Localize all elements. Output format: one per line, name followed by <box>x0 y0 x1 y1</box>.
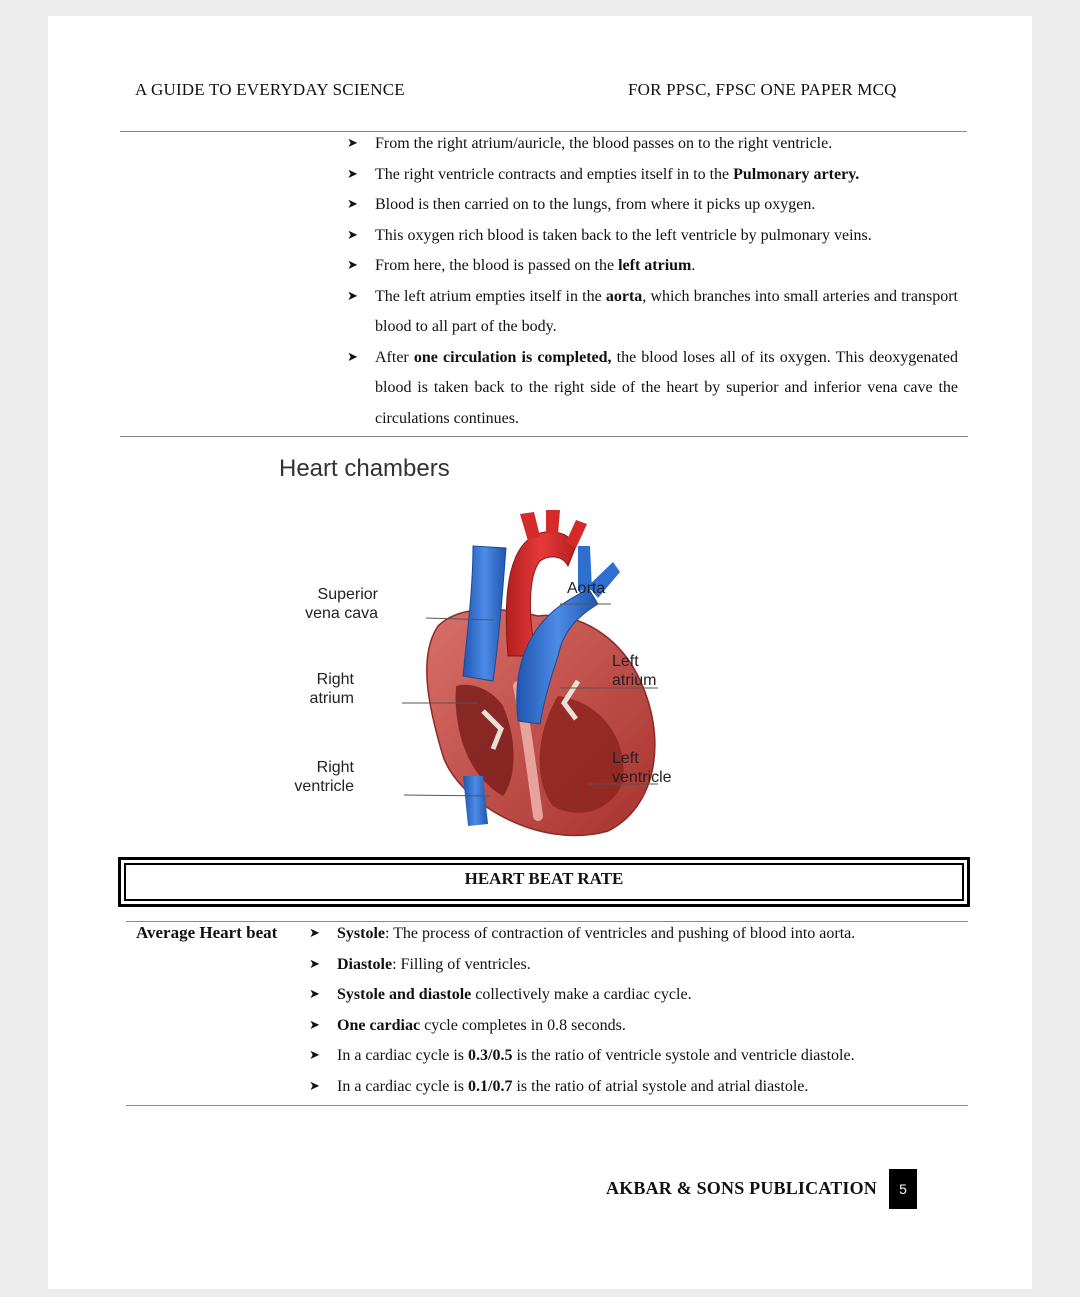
text: After <box>375 348 414 366</box>
text: The right ventricle contracts and empties itself in to the <box>375 165 734 183</box>
label-line: ventricle <box>294 778 354 795</box>
label-line: atrium <box>612 672 657 689</box>
bullet-arrow-icon: ➤ <box>309 987 320 1002</box>
bold-text: One cardiac <box>337 1016 421 1034</box>
label-superior-vena-cava <box>268 585 378 623</box>
text: From here, the blood is passed on the <box>375 257 619 274</box>
header-title: A GUIDE TO EVERYDAY SCIENCE <box>135 80 405 99</box>
list-item <box>309 950 967 981</box>
bold-text: Diastole <box>337 955 393 973</box>
bullet-arrow-icon: ➤ <box>347 227 358 243</box>
list-item <box>309 1072 967 1103</box>
text: In a cardiac cycle is <box>337 1047 469 1064</box>
list-item <box>347 190 958 221</box>
aorta-branch <box>546 510 560 534</box>
bullet-arrow-icon: ➤ <box>309 956 320 972</box>
list-item <box>309 919 967 950</box>
label-line: ventricle <box>612 769 672 786</box>
bullet-arrow-icon: ➤ <box>309 1017 320 1033</box>
label-right-atrium <box>268 670 354 708</box>
text: . <box>691 257 696 274</box>
section-title: HEART BEAT RATE <box>124 863 964 901</box>
list-item <box>309 1041 967 1072</box>
label-line: Right <box>316 759 354 776</box>
label-line: atrium <box>309 690 354 707</box>
label-line: Right <box>316 671 354 688</box>
divider <box>120 436 968 437</box>
bold-text: left atrium <box>618 257 692 274</box>
list-item <box>347 343 959 435</box>
text: is the ratio of atrial systole and atrial diastole. <box>512 1077 809 1095</box>
bullet-arrow-icon: ➤ <box>347 197 358 212</box>
list-item <box>309 980 967 1011</box>
text: This oxygen rich blood is taken back to the left ventricle by pulmonary veins. <box>375 226 872 244</box>
divider <box>126 1105 968 1106</box>
label-right-ventricle <box>268 758 354 796</box>
header-subtitle: FOR PPSC, FPSC ONE PAPER MCQ <box>628 80 897 99</box>
bold-text: Systole <box>337 925 385 942</box>
list-item <box>309 1011 967 1042</box>
text: collectively make a cardiac cycle. <box>471 986 692 1003</box>
section-title-box <box>118 857 970 907</box>
label-left-atrium <box>612 652 656 690</box>
footer-publisher: AKBAR & SONS PUBLICATION <box>606 1178 878 1198</box>
circulation-list <box>347 129 959 434</box>
label-line: Left <box>612 750 639 767</box>
text: : Filling of ventricles. <box>392 955 531 973</box>
label-line: Superior <box>317 586 378 603</box>
bullet-arrow-icon: ➤ <box>309 926 320 941</box>
page-number: 5 <box>889 1169 917 1209</box>
label-left-ventricle <box>612 749 672 787</box>
heartbeat-list <box>309 919 967 1102</box>
bullet-arrow-icon: ➤ <box>347 349 358 365</box>
bold-text: Pulmonary artery. <box>733 165 860 183</box>
bullet-arrow-icon: ➤ <box>347 166 358 182</box>
bold-text: 0.3/0.5 <box>468 1047 513 1064</box>
label-aorta: Aorta <box>567 580 606 597</box>
list-item <box>347 282 958 343</box>
text: cycle completes in 0.8 seconds. <box>420 1016 626 1034</box>
bold-text: 0.1/0.7 <box>468 1077 513 1095</box>
aorta-branch <box>520 512 540 541</box>
text: , which branches into small arteries and transport blood to all part of the body. <box>375 287 958 335</box>
bold-text: Systole and diastole <box>337 986 472 1003</box>
bullet-arrow-icon: ➤ <box>347 136 358 151</box>
text: The left atrium empties itself in the <box>375 287 606 305</box>
text: : The process of contraction of ventricles and pushing of blood into aorta. <box>385 925 856 942</box>
text: Blood is then carried on to the lungs, from where it picks up oxygen. <box>375 196 816 213</box>
label-line: Left <box>612 653 639 670</box>
list-item <box>347 160 958 191</box>
bullet-arrow-icon: ➤ <box>347 288 358 304</box>
bullet-arrow-icon: ➤ <box>347 258 358 273</box>
bold-text: aorta <box>605 287 643 305</box>
text: In a cardiac cycle is <box>337 1077 469 1095</box>
list-item <box>347 221 958 252</box>
text: is the ratio of ventricle systole and ventricle diastole. <box>512 1047 855 1064</box>
bullet-arrow-icon: ➤ <box>309 1078 320 1094</box>
aorta-branch <box>566 520 587 548</box>
document-page <box>48 16 1032 1289</box>
list-item <box>347 129 958 160</box>
text: the blood loses all of its oxygen. This deoxygenated blood is taken back to the right side of the heart by superior and inferior vena cave the circulations continues. <box>375 348 959 427</box>
row-label: Average Heart beat <box>136 923 278 942</box>
figure-title: Heart chambers <box>279 455 450 482</box>
bullet-arrow-icon: ➤ <box>309 1048 320 1063</box>
list-item <box>347 251 958 282</box>
label-line: vena cava <box>305 605 378 622</box>
text: From the right atrium/auricle, the blood passes on to the right ventricle. <box>375 135 833 152</box>
bold-text: one circulation is completed, <box>413 348 612 366</box>
